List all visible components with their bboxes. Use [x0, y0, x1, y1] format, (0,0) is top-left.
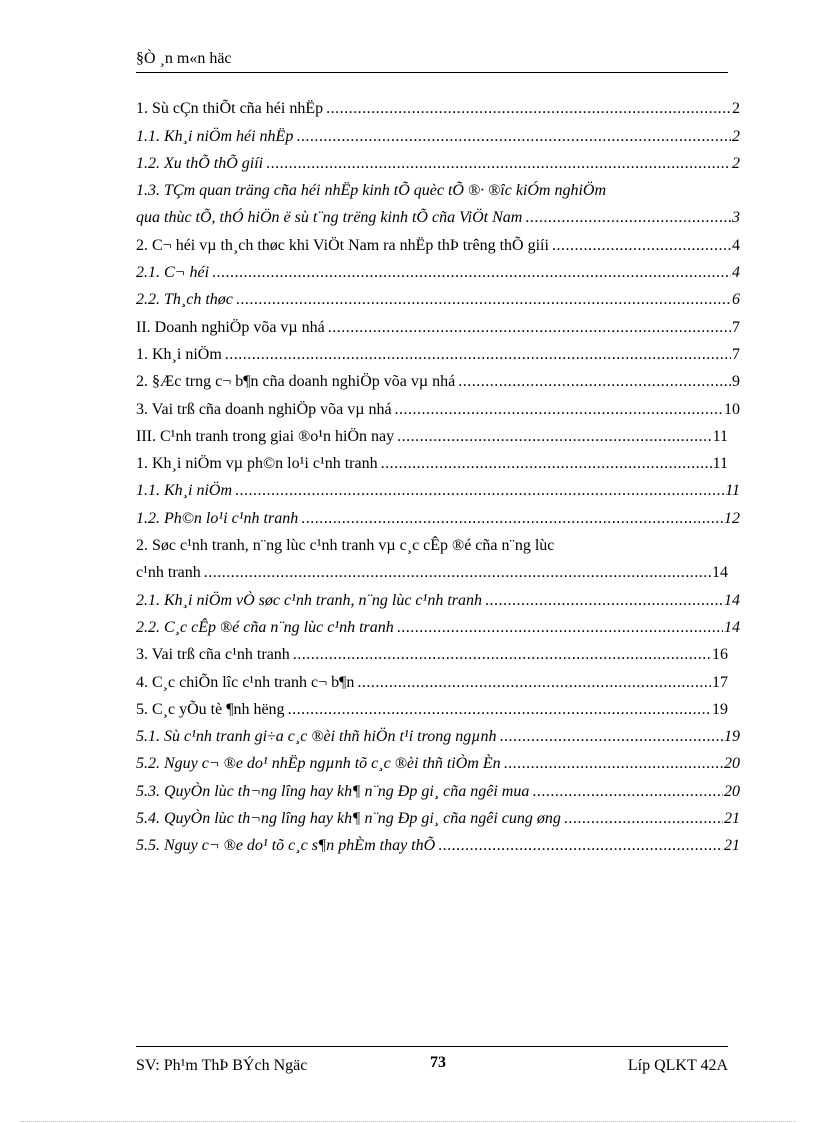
toc-entry	[136, 287, 740, 314]
toc-dot-leader	[394, 619, 723, 637]
toc-entry-page: 11	[725, 482, 740, 500]
toc-entry-page: 4	[732, 264, 740, 282]
toc-entry-page: 7	[732, 318, 740, 336]
toc-entry-title: 2. §Æc trng c¬ b¶n cña doanh nghiÖp võa vµ nhá	[136, 373, 456, 391]
toc-entry	[136, 396, 740, 423]
toc-dot-leader	[209, 264, 731, 282]
toc-entry-title: 5.2. Nguy c¬ ®e do¹ nhËp ngµnh tõ c¸c ®èi thñ tiÒm Èn	[136, 755, 501, 773]
toc-entry-title: 1.1. Kh¸i niÖm	[136, 482, 232, 500]
toc-entry	[136, 314, 740, 341]
toc-dot-leader	[529, 783, 723, 801]
toc-entry	[136, 451, 740, 478]
toc-entry	[136, 342, 740, 369]
toc-entry-title: 5.5. Nguy c¬ ®e do¹ tõ c¸c s¶n phÈm thay thÕ	[136, 837, 436, 855]
toc-entry-page: 3	[732, 209, 740, 227]
page-header	[136, 50, 728, 73]
header-title: §Ò ¸n m«n häc	[136, 50, 232, 67]
toc-entry	[136, 533, 740, 560]
toc-entry-page: 19	[712, 700, 728, 718]
toc-dot-leader	[496, 728, 723, 746]
toc-entry	[136, 205, 740, 232]
toc-entry-page: 19	[724, 728, 740, 746]
toc-entry-page: 2	[732, 127, 740, 145]
toc-dot-leader	[222, 346, 731, 364]
toc-entry-page: 11	[712, 427, 728, 445]
toc-entry-page: 2	[732, 154, 740, 172]
toc-dot-leader	[285, 701, 711, 719]
toc-entry-page: 14	[724, 591, 740, 609]
toc-entry	[136, 642, 740, 669]
toc-entry	[136, 833, 740, 860]
toc-entry-title: 1.2. Xu thÕ thÕ giíi	[136, 154, 264, 172]
toc-entry-title: 1.3. TÇm quan träng cña héi nhËp kinh tÕ quèc tÕ ®· ®îc kiÓm nghiÖm	[136, 182, 607, 200]
toc-entry-title: 4. C¸c chiÕn lîc c¹nh tranh c¬ b¶n	[136, 673, 355, 691]
toc-entry-title: 1.1. Kh¸i niÖm héi nhËp	[136, 127, 294, 145]
toc-entry-title: II. Doanh nghiÖp võa vµ nhá	[136, 318, 325, 336]
toc-entry-page: 14	[724, 618, 740, 636]
toc-entry	[136, 806, 740, 833]
toc-dot-leader	[561, 810, 723, 828]
toc-entry-page: 12	[724, 509, 740, 527]
toc-entry-title: 2. Søc c¹nh tranh, n¨ng lùc c¹nh tranh vµ c¸c cÊp ®é cña n¨ng lùc	[136, 537, 555, 555]
toc-dot-leader	[325, 319, 731, 337]
toc-entry-page: 20	[724, 782, 740, 800]
toc-entry	[136, 96, 740, 123]
toc-entry-page: 17	[712, 673, 728, 691]
footer-student-name: SV: Ph¹m ThÞ BÝch Ngäc	[136, 1057, 308, 1074]
toc-entry-title: 5.4. QuyÒn lùc th¬ng lîng hay kh¶ n¨ng Ðp gi¸ cña ngêi cung øng	[136, 810, 561, 828]
toc-dot-leader	[435, 837, 723, 855]
toc-dot-leader	[290, 646, 711, 664]
toc-entry	[136, 151, 740, 178]
toc-entry-title: 5.1. Sù c¹nh tranh gi÷a c¸c ®èi thñ hiÖn t¹i trong ngµnh	[136, 728, 497, 746]
footer-page-number: 73	[430, 1054, 446, 1071]
toc-entry-page: 9	[732, 373, 740, 391]
toc-entry-title: 2.1. C¬ héi	[136, 264, 210, 282]
table-of-contents	[136, 96, 740, 860]
toc-entry	[136, 587, 740, 614]
toc-entry	[136, 697, 740, 724]
toc-entry-page: 4	[732, 236, 740, 254]
toc-entry	[136, 369, 740, 396]
toc-entry-page: 11	[712, 455, 728, 473]
toc-entry-title: III. C¹nh tranh trong giai ®o¹n hiÖn nay	[136, 427, 395, 445]
toc-entry-title: 3. Vai trß cña c¹nh tranh	[136, 646, 290, 664]
toc-entry-title: 2.2. C¸c cÊp ®é cña n¨ng lùc c¹nh tranh	[136, 618, 394, 636]
toc-dot-leader	[455, 373, 731, 391]
toc-entry-title: c¹nh tranh	[136, 564, 201, 582]
toc-entry-title: 1. Kh¸i niÖm vµ ph©n lo¹i c¹nh tranh	[136, 455, 378, 473]
toc-dot-leader	[501, 755, 723, 773]
toc-dot-leader	[549, 237, 731, 255]
toc-dot-leader	[293, 128, 731, 146]
page-footer	[136, 1046, 728, 1077]
toc-entry-title: 2.2. Th¸ch thøc	[136, 291, 233, 309]
toc-entry	[136, 778, 740, 805]
toc-entry-title: 1. Kh¸i niÖm	[136, 345, 222, 363]
toc-entry	[136, 424, 740, 451]
toc-entry-page: 14	[712, 564, 728, 582]
footer-class: Líp QLKT 42A	[627, 1057, 728, 1074]
toc-entry-page: 20	[724, 755, 740, 773]
toc-entry-page: 16	[712, 646, 728, 664]
toc-dot-leader	[263, 155, 731, 173]
toc-dot-leader	[201, 564, 711, 582]
toc-entry-title: 2. C¬ héi vµ th¸ch thøc khi ViÖt Nam ra nhËp thÞ trêng thÕ giíi	[136, 236, 549, 254]
toc-entry	[136, 260, 740, 287]
toc-entry-page: 7	[732, 345, 740, 363]
toc-entry	[136, 123, 740, 150]
toc-entry	[136, 669, 740, 696]
page-edge-divider	[20, 1121, 796, 1122]
toc-entry	[136, 615, 740, 642]
toc-dot-leader	[298, 510, 723, 528]
toc-entry-page: 21	[724, 810, 740, 828]
toc-dot-leader	[482, 592, 723, 610]
toc-entry-title: 5. C¸c yÕu tè ¶nh hëng	[136, 700, 285, 718]
toc-entry-page: 10	[724, 400, 740, 418]
toc-entry-title: 3. Vai trß cña doanh nghiÖp võa vµ nhá	[136, 400, 392, 418]
toc-entry-title: qua thùc tÕ, thÓ hiÖn ë sù t¨ng trëng kinh tÕ cña ViÖt Nam	[136, 209, 523, 227]
toc-dot-leader	[394, 428, 711, 446]
toc-entry	[136, 751, 740, 778]
toc-entry	[136, 232, 740, 259]
toc-entry-page: 21	[724, 837, 740, 855]
toc-entry	[136, 478, 740, 505]
toc-dot-leader	[392, 401, 723, 419]
toc-entry	[136, 724, 740, 751]
toc-entry-page: 2	[732, 100, 740, 118]
toc-entry-title: 1.2. Ph©n lo¹i c¹nh tranh	[136, 509, 299, 527]
toc-entry-title: 2.1. Kh¸i niÖm vÒ søc c¹nh tranh, n¨ng lùc c¹nh tranh	[136, 591, 482, 609]
toc-entry	[136, 560, 740, 587]
toc-dot-leader	[378, 455, 712, 473]
toc-entry	[136, 178, 740, 205]
toc-dot-leader	[354, 674, 711, 692]
toc-dot-leader	[323, 100, 731, 118]
toc-entry-page: 6	[732, 291, 740, 309]
toc-entry-title: 5.3. QuyÒn lùc th¬ng lîng hay kh¶ n¨ng Ðp gi¸ cña ngêi mua	[136, 782, 530, 800]
toc-dot-leader	[232, 482, 724, 500]
toc-entry	[136, 505, 740, 532]
toc-dot-leader	[233, 291, 731, 309]
toc-entry-title: 1. Sù cÇn thiÕt cña héi nhËp	[136, 100, 324, 118]
toc-dot-leader	[522, 209, 731, 227]
